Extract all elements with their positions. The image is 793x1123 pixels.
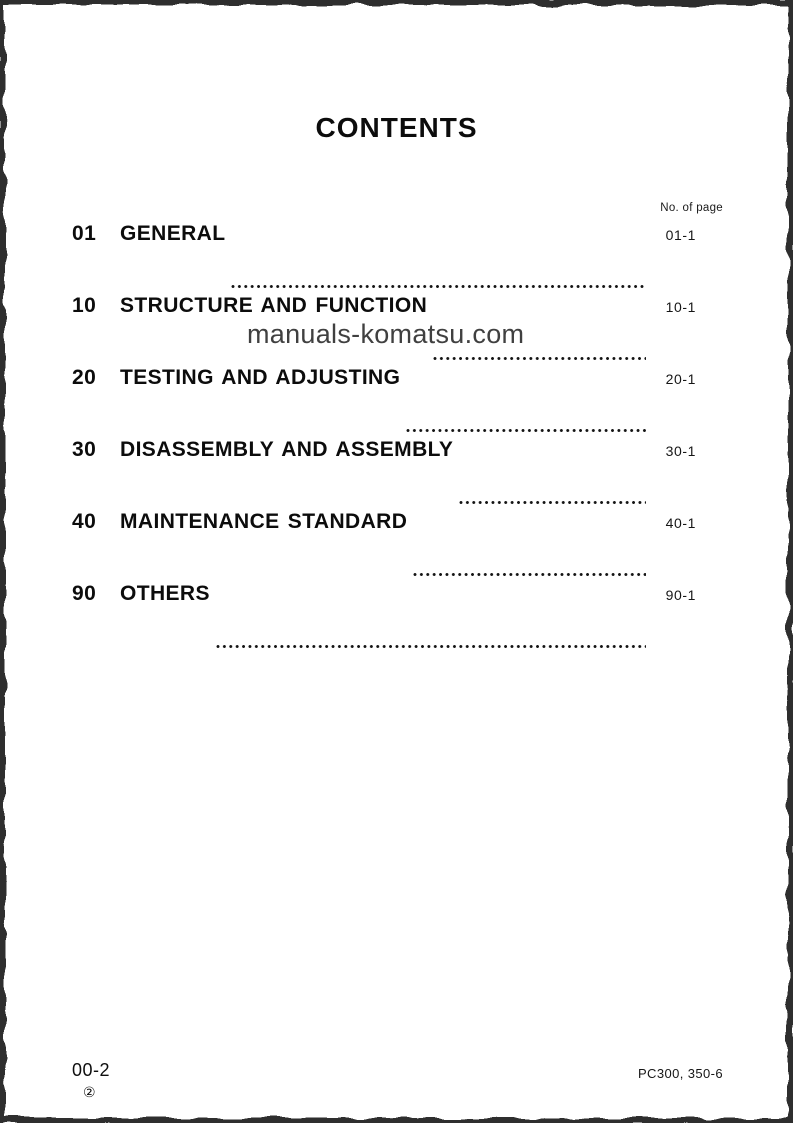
toc-section-number: 01 — [72, 222, 97, 245]
dot-leader — [406, 428, 646, 433]
dot-leader — [413, 572, 646, 577]
toc-section-number: 30 — [72, 438, 97, 461]
page-title: CONTENTS — [315, 112, 478, 143]
toc-entry-title: STRUCTURE AND FUNCTION — [120, 294, 428, 317]
toc-entry-maintenance-standard — [72, 510, 696, 582]
toc-entry-page: 90-1 — [665, 587, 696, 603]
toc-section-number: 40 — [72, 510, 97, 533]
toc-entry-disassembly-and-assembly — [72, 438, 696, 510]
no-of-page-label: No. of page — [660, 202, 723, 214]
watermark-text: manuals-komatsu.com — [247, 319, 525, 349]
dot-leader — [231, 284, 646, 289]
table-of-contents — [72, 222, 696, 654]
toc-entry-page: 10-1 — [665, 299, 696, 315]
toc-section-number: 10 — [72, 294, 97, 317]
footer-model-label: PC300, 350-6 — [637, 1066, 723, 1081]
footer-page-number: 00-2 — [72, 1060, 111, 1080]
toc-entry-title: OTHERS — [120, 582, 210, 605]
toc-section-number: 20 — [72, 366, 97, 389]
toc-entry-page: 01-1 — [665, 227, 696, 243]
dot-leader — [433, 356, 646, 361]
toc-entry-testing-and-adjusting — [72, 366, 696, 438]
toc-entry-page: 20-1 — [665, 371, 696, 387]
toc-section-number: 90 — [72, 582, 97, 605]
toc-entry-title: DISASSEMBLY AND ASSEMBLY — [120, 438, 454, 461]
dot-leader — [216, 644, 646, 649]
toc-entry-page: 40-1 — [665, 515, 696, 531]
toc-entry-title: GENERAL — [120, 222, 226, 245]
toc-entry-page: 30-1 — [665, 443, 696, 459]
footer-revision-mark: ② — [83, 1084, 96, 1100]
toc-entry-general — [72, 222, 696, 294]
toc-entry-title: MAINTENANCE STANDARD — [120, 510, 408, 533]
toc-entry-others — [72, 582, 696, 654]
dot-leader — [459, 500, 646, 505]
toc-entry-title: TESTING AND ADJUSTING — [120, 366, 401, 389]
